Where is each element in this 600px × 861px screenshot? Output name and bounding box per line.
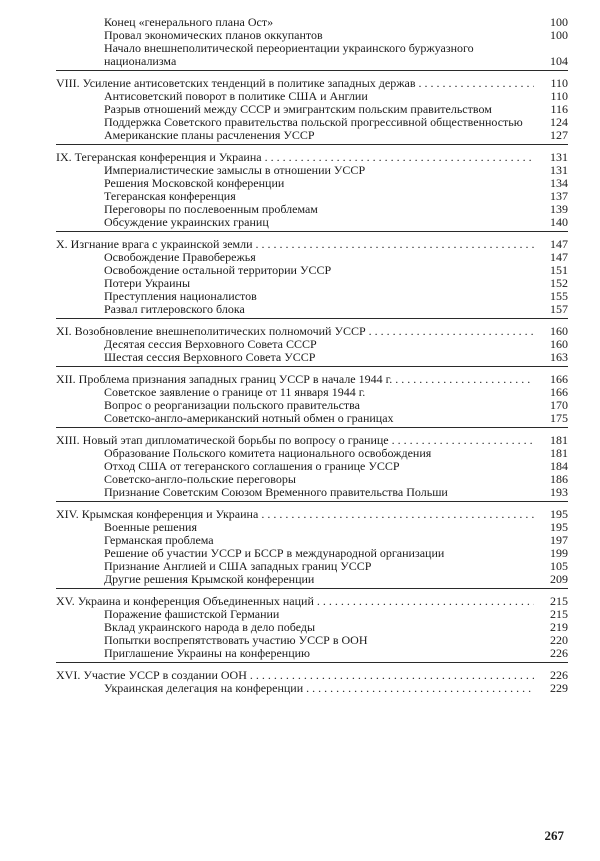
toc-title: Конец «генерального плана Ост» — [104, 15, 274, 29]
toc-entry — [56, 42, 568, 68]
toc-page: 215 — [550, 607, 568, 621]
section-divider — [56, 662, 568, 663]
toc-title: IX. Тегеранская конференция и Украина . . . — [56, 151, 534, 164]
toc-page: 147 — [550, 250, 568, 264]
toc-entry — [56, 216, 568, 229]
toc-title: XV. Украина и конференция Объединенных наций . . . — [56, 595, 534, 608]
toc-entry — [56, 573, 568, 586]
toc-title: Признание Англией и США западных границ УССР — [104, 559, 372, 573]
toc-title: Провал экономических планов оккупантов — [104, 28, 323, 42]
toc-page: 151 — [550, 263, 568, 277]
toc-page: 131 — [550, 163, 568, 177]
toc-page: 100 — [550, 15, 568, 29]
toc-title: Германская проблема — [104, 533, 214, 547]
toc-page: 100 — [550, 28, 568, 42]
toc-title: Империалистические замыслы в отношении УССР — [104, 163, 366, 177]
toc-title: Американские планы расчленения УССР — [104, 128, 315, 142]
section-divider — [56, 144, 568, 145]
toc-entry — [56, 412, 568, 425]
toc-page: 166 — [550, 385, 568, 399]
toc-title: XII. Проблема признания западных границ УССР в начале 1944 г. . . . — [56, 373, 534, 386]
section-divider — [56, 501, 568, 502]
section-divider — [56, 427, 568, 428]
toc-page: 160 — [550, 324, 568, 338]
toc-title: Образование Польского комитета национального освобождения — [104, 446, 432, 460]
toc-title: Другие решения Крымской конференции — [104, 572, 315, 586]
toc-title: Вопрос о реорганизации польского правительства — [104, 398, 360, 412]
toc-page: 170 — [550, 398, 568, 412]
toc-page: 226 — [550, 646, 568, 660]
toc-title: Отход США от тегеранского соглашения о границе УССР — [104, 459, 400, 473]
toc-page: 215 — [550, 594, 568, 608]
toc-title: Приглашение Украины на конференцию — [104, 646, 311, 660]
toc-page: 105 — [550, 559, 568, 573]
page-number: 267 — [544, 828, 564, 843]
toc-page: 157 — [550, 302, 568, 316]
toc-page: 139 — [550, 202, 568, 216]
toc-title: Решения Московской конференции — [104, 176, 285, 190]
toc-title: Освобождение Правобережья — [104, 250, 256, 264]
toc-page: 127 — [550, 128, 568, 142]
toc-page: 152 — [550, 276, 568, 290]
toc-title: Начало внешнеполитической переориентации украинского буржуазного национализма — [104, 41, 474, 68]
toc-title: Переговоры по послевоенным проблемам — [104, 202, 318, 216]
toc-title: Украинская делегация на конференции . . . — [104, 682, 534, 695]
section-divider — [56, 231, 568, 232]
toc-title: XIV. Крымская конференция и Украина . . . — [56, 508, 534, 521]
toc-title: Освобождение остальной территории УССР — [104, 263, 332, 277]
toc-entry — [56, 129, 568, 142]
toc-title: XIII. Новый этап дипломатической борьбы по вопросу о границе . . . — [56, 434, 534, 447]
toc-entry — [56, 303, 568, 316]
toc-page: 184 — [550, 459, 568, 473]
toc-title: Поражение фашистской Германии — [104, 607, 280, 621]
section-divider — [56, 318, 568, 319]
toc-title: Десятая сессия Верховного Совета СССР — [104, 337, 317, 351]
toc-page: 186 — [550, 472, 568, 486]
toc-title: Поддержка Советского правительства польской прогрессивной общественностью — [104, 115, 523, 129]
toc-page: 219 — [550, 620, 568, 634]
toc-title: Потери Украины — [104, 276, 191, 290]
toc-page: 220 — [550, 633, 568, 647]
section-divider — [56, 588, 568, 589]
toc-page: 131 — [550, 150, 568, 164]
toc-page: 175 — [550, 411, 568, 425]
toc-chapter — [56, 669, 568, 682]
toc-page: 163 — [550, 350, 568, 364]
toc-entry — [56, 682, 568, 695]
toc-page: 197 — [550, 533, 568, 547]
toc-page: 155 — [550, 289, 568, 303]
toc-page: 199 — [550, 546, 568, 560]
section-divider — [56, 366, 568, 367]
section-divider — [56, 70, 568, 71]
toc-page: 209 — [550, 572, 568, 586]
toc-page: 166 — [550, 372, 568, 386]
toc-page: 195 — [550, 507, 568, 521]
toc-title: Преступления националистов — [104, 289, 257, 303]
toc-title: Попытки воспрепятствовать участию УССР в ООН — [104, 633, 368, 647]
toc-entry — [56, 351, 568, 364]
toc-entry — [56, 647, 568, 660]
toc-page: 160 — [550, 337, 568, 351]
toc-title: VIII. Усиление антисоветских тенденций в политике западных держав . . . — [56, 77, 534, 90]
table-of-contents — [56, 16, 568, 695]
toc-page: 116 — [550, 102, 568, 116]
toc-page: 110 — [550, 89, 568, 103]
toc-page: 134 — [550, 176, 568, 190]
toc-title: XI. Возобновление внешнеполитических полномочий УССР . . . — [56, 325, 534, 338]
toc-page: 229 — [550, 681, 568, 695]
toc-title: Советско-англо-американский нотный обмен о границах — [104, 411, 394, 425]
toc-title: Советско-англо-польские переговоры — [104, 472, 296, 486]
toc-page: 140 — [550, 215, 568, 229]
toc-page: 147 — [550, 237, 568, 251]
toc-title: Разрыв отношений между СССР и эмигрантским польским правительством — [104, 102, 492, 116]
toc-title: Военные решения — [104, 520, 197, 534]
toc-page: 226 — [550, 668, 568, 682]
toc-title: Шестая сессия Верховного Совета УССР — [104, 350, 316, 364]
toc-title: XVI. Участие УССР в создании ООН . . . — [56, 669, 534, 682]
toc-page: 110 — [550, 76, 568, 90]
toc-page: 124 — [550, 115, 568, 129]
toc-page: 193 — [550, 485, 568, 499]
toc-title: Тегеранская конференция — [104, 189, 236, 203]
toc-entry — [56, 486, 568, 499]
toc-page: 181 — [550, 446, 568, 460]
toc-title: Обсуждение украинских границ — [104, 215, 269, 229]
toc-page: 195 — [550, 520, 568, 534]
toc-page: 104 — [550, 54, 568, 68]
toc-title: Развал гитлеровского блока — [104, 302, 245, 316]
toc-title: Советское заявление о границе от 11 января 1944 г. — [104, 385, 366, 399]
toc-title: Решение об участии УССР и БССР в международной организации — [104, 546, 445, 560]
toc-page: 137 — [550, 189, 568, 203]
toc-title: X. Изгнание врага с украинской земли . . . — [56, 238, 534, 251]
toc-title: Признание Советским Союзом Временного правительства Польши — [104, 485, 448, 499]
toc-page: 181 — [550, 433, 568, 447]
toc-title: Антисоветский поворот в политике США и Англии — [104, 89, 368, 103]
toc-title: Вклад украинского народа в дело победы — [104, 620, 316, 634]
